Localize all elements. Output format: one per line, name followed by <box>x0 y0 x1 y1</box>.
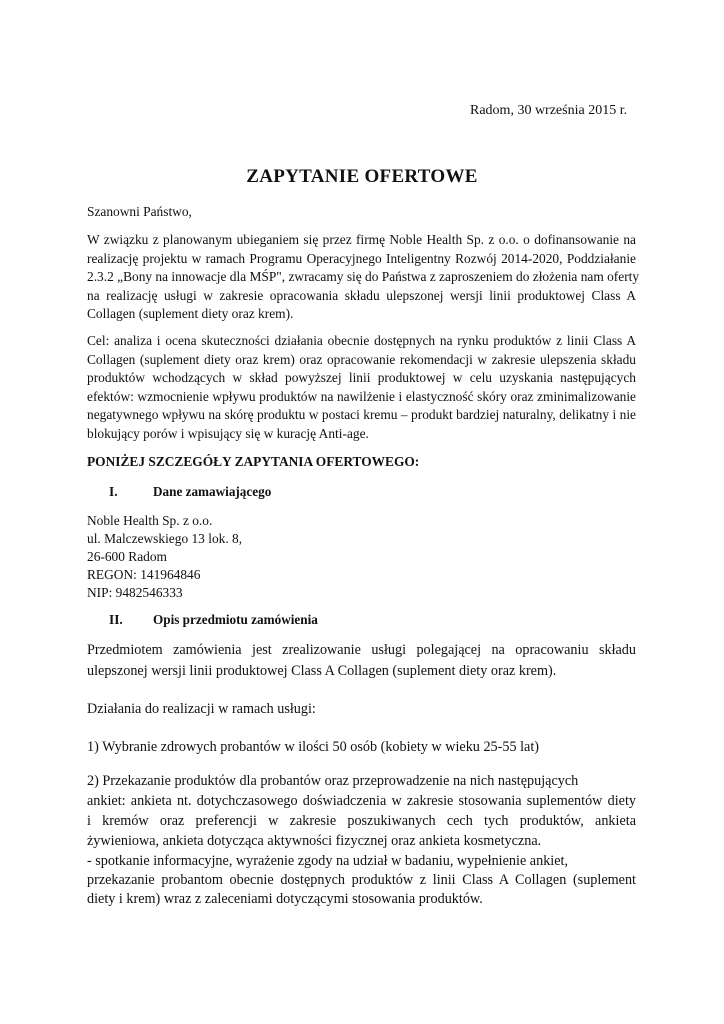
action-item-2-line: diety i krem) wraz z zaleceniami dotyczącymi stosowania produktów. <box>87 891 483 907</box>
document-date: Radom, 30 września 2015 r. <box>470 103 628 118</box>
section-2-number: II. <box>109 612 123 627</box>
orderer-nip: NIP: 9482546333 <box>87 585 183 600</box>
action-item-2-line: przekazanie probantom obecnie dostępnych produktów z linii Class A Collagen (suplement <box>87 872 636 888</box>
action-item-2-line: 2) Przekazanie produktów dla probantów oraz przeprowadzenie na nich następujących <box>87 773 579 789</box>
orderer-regon: REGON: 141964846 <box>87 567 201 582</box>
intro-line: Collagen (suplement diety oraz krem). <box>87 306 294 321</box>
order-description-line: Przedmiotem zamówienia jest zrealizowanie usługi polegającej na opracowaniu składu <box>87 642 636 658</box>
orderer-city: 26-600 Radom <box>87 549 167 564</box>
actions-heading: Działania do realizacji w ramach usługi: <box>87 701 316 717</box>
intro-line: 2.3.2 „Bony na innowacje dla MŚP", zwracamy się do Państwa z zaproszeniem do złożenia nam oferty <box>87 269 640 284</box>
section-1-title: Dane zamawiającego <box>153 484 272 499</box>
action-item-2-line: żywieniowa, ankieta dotycząca aktywności fizycznej oraz ankieta kosmetyczna. <box>87 833 542 849</box>
orderer-street: ul. Malczewskiego 13 lok. 8, <box>87 531 243 546</box>
intro-line: W związku z planowanym ubieganiem się przez firmę Noble Health Sp. z o.o. o dofinansowanie na <box>87 232 636 247</box>
goal-line: efektów: wzmocnienie wpływu produktów na nawilżenie i elastyczność skóry oraz zminimalizowanie <box>87 388 636 404</box>
goal-line: negatywnego wpływu na skórę produktu w postaci kremu – produkt bardziej naturalny, delikatny i nie <box>87 407 636 422</box>
action-item-2-line: ankiet: ankieta nt. dotychczasowego doświadczenia w zakresie stosowania suplementów diety <box>87 793 636 809</box>
orderer-name: Noble Health Sp. z o.o. <box>87 513 213 528</box>
action-item-2-line: - spotkanie informacyjne, wyrażenie zgody na udział w badaniu, wypełnienie ankiet, <box>87 853 569 869</box>
details-heading: PONIŻEJ SZCZEGÓŁY ZAPYTANIA OFERTOWEGO: <box>87 454 420 469</box>
goal-line: Cel: analiza i ocena skuteczności działania obecnie dostępnych na rynku produktów z linii Class A <box>87 333 636 348</box>
action-item-2-line: i kremów oraz preferencji w zakresie poszukiwanych cech tych produktów, ankieta <box>87 813 636 829</box>
section-1-number: I. <box>109 484 118 499</box>
intro-line: na realizację usługi w zakresie opracowania składu ulepszonej wersji linii produktowej Class A <box>87 287 636 303</box>
section-2-title: Opis przedmiotu zamówienia <box>153 612 318 627</box>
goal-line: produktów wchodzących w skład powyższej linii produktowej w celu uzyskania następujących <box>87 370 636 385</box>
order-description-line: ulepszonej wersji linii produktowej Class A Collagen (suplement diety oraz krem). <box>87 663 557 679</box>
salutation: Szanowni Państwo, <box>87 204 192 219</box>
goal-line: blokujący porów i wpisujący się w kurację Anti-age. <box>87 425 369 441</box>
document-title: ZAPYTANIE OFERTOWE <box>246 166 478 187</box>
goal-line: Collagen (suplement diety oraz krem) oraz opracowanie rekomendacji w zakresie ulepszenia składu <box>87 351 636 367</box>
action-item-1: 1) Wybranie zdrowych probantów w ilości 50 osób (kobiety w wieku 25-55 lat) <box>87 739 539 755</box>
intro-line: realizację projektu w ramach Programu Operacyjnego Inteligentny Rozwój 2014-2020, Poddziałanie <box>87 250 636 266</box>
